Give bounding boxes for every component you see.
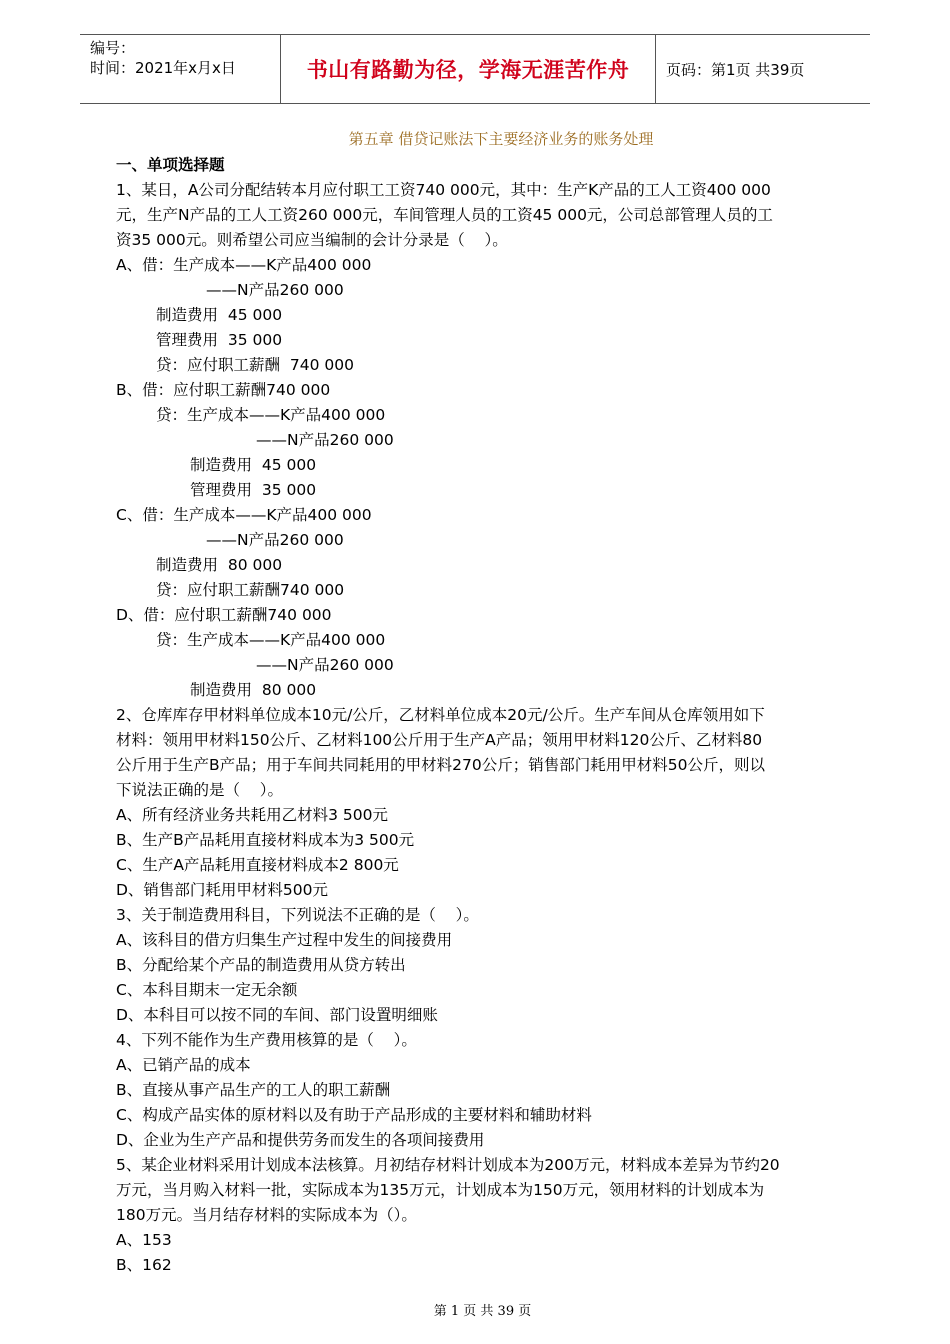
text-line: A、已销产品的成本	[116, 1056, 251, 1074]
text-line: B、直接从事产品生产的工人的职工薪酬	[116, 1081, 391, 1099]
header-motto-cell	[281, 35, 656, 103]
document-body	[116, 126, 846, 1278]
text-line: C、构成产品实体的原材料以及有助于产品形成的主要材料和辅助材料	[116, 1106, 592, 1124]
number-label: 编号：	[90, 39, 136, 57]
motto: 书山有路勤为径，学海无涯苦作舟	[306, 58, 630, 82]
text-line: A、借：生产成本——K产品400 000	[116, 256, 372, 274]
text-line: B、借：应付职工薪酬740 000	[116, 381, 331, 399]
text-line: 管理费用 35 000	[190, 481, 317, 499]
text-line: 贷：生产成本——K产品400 000	[156, 631, 386, 649]
text-line: 公斤用于生产B产品；用于车间共同耗用的甲材料270公斤；销售部门耗用甲材料50公斤，则以	[116, 756, 765, 774]
text-line: 制造费用 80 000	[156, 556, 283, 574]
text-line: 制造费用 45 000	[190, 456, 317, 474]
text-line: ——N产品260 000	[206, 531, 344, 549]
chapter-title: 第五章 借贷记账法下主要经济业务的账务处理	[348, 130, 654, 148]
text-line: 4、下列不能作为生产费用核算的是（ ）。	[116, 1031, 417, 1049]
page-footer: 第 1 页 共 39 页	[433, 1304, 532, 1319]
text-line: D、借：应付职工薪酬740 000	[116, 606, 332, 624]
text-line: 制造费用 80 000	[190, 681, 317, 699]
text-line: 元，生产N产品的工人工资260 000元，车间管理人员的工资45 000元，公司总部管理人员的工	[116, 206, 773, 224]
text-line: C、借：生产成本——K产品400 000	[116, 506, 372, 524]
text-line: 万元，当月购入材料一批，实际成本为135万元，计划成本为150万元，领用材料的计划成本为	[116, 1181, 765, 1199]
text-line: D、企业为生产产品和提供劳务而发生的各项间接费用	[116, 1131, 485, 1149]
text-line: C、本科目期末一定无余额	[116, 981, 298, 999]
text-line: 180万元。当月结存材料的实际成本为（）。	[116, 1206, 417, 1224]
section-title: 一、单项选择题	[116, 156, 225, 174]
text-line: A、153	[116, 1231, 172, 1249]
text-line: B、162	[116, 1256, 172, 1274]
text-line: ——N产品260 000	[256, 656, 394, 674]
text-line: A、该科目的借方归集生产过程中发生的间接费用	[116, 931, 453, 949]
text-line: B、分配给某个产品的制造费用从贷方转出	[116, 956, 406, 974]
text-line: 5、某企业材料采用计划成本法核算。月初结存材料计划成本为200万元，材料成本差异为节约20	[116, 1156, 780, 1174]
text-line: D、本科目可以按不同的车间、部门设置明细账	[116, 1006, 438, 1024]
text-line: 管理费用 35 000	[156, 331, 283, 349]
text-line: 制造费用 45 000	[156, 306, 283, 324]
page-info: 页码：第1页 共39页	[666, 60, 805, 79]
text-line: B、生产B产品耗用直接材料成本为3 500元	[116, 831, 415, 849]
text-line: D、销售部门耗用甲材料500元	[116, 881, 329, 899]
text-line: 贷：应付职工薪酬740 000	[156, 581, 345, 599]
text-line: 1、某日，A公司分配结转本月应付职工工资740 000元，其中：生产K产品的工人工资400 000	[116, 181, 771, 199]
text-line: 3、关于制造费用科目，下列说法不正确的是（ ）。	[116, 906, 479, 924]
question-lines	[116, 178, 846, 1278]
header-meta	[80, 35, 281, 103]
text-line: A、所有经济业务共耗用乙材料3 500元	[116, 806, 388, 824]
text-line: 贷：应付职工薪酬 740 000	[156, 356, 354, 374]
text-line: ——N产品260 000	[206, 281, 344, 299]
text-line: 资35 000元。则希望公司应当编制的会计分录是（ ）。	[116, 231, 508, 249]
time-label: 时间：2021年x月x日	[90, 59, 236, 77]
text-line: 材料：领用甲材料150公斤、乙材料100公斤用于生产A产品；领用甲材料120公斤、乙材料80	[116, 731, 763, 749]
text-line: 贷：生产成本——K产品400 000	[156, 406, 386, 424]
text-line: 2、仓库库存甲材料单位成本10元/公斤，乙材料单位成本20元/公斤。生产车间从仓库领用如下	[116, 706, 765, 724]
header-page-cell	[656, 35, 870, 103]
text-line: ——N产品260 000	[256, 431, 394, 449]
text-line: C、生产A产品耗用直接材料成本2 800元	[116, 856, 399, 874]
text-line: 下说法正确的是（ ）。	[116, 781, 283, 799]
document-header	[80, 34, 870, 104]
